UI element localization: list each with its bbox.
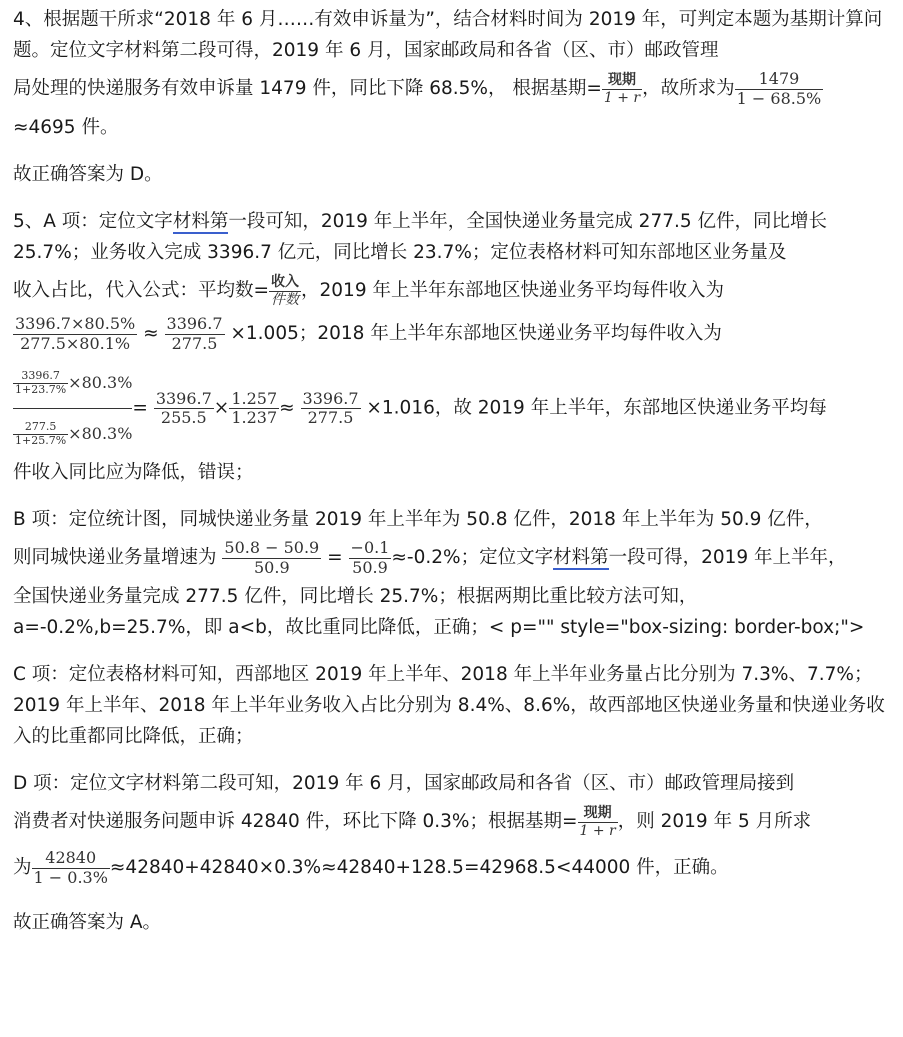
q4-intro-text: 4、根据题干所求“2018 年 6 月……有效申诉量为”，结合材料时间为 2019 年，可判定本题为基期计算问题。定位文字材料第二段可得，2019 年 6 月，国家邮政局和各省（区、市）邮政管理 [13,9,883,61]
q5-a-text: 收入占比，代入公式：平均数= [13,280,270,301]
growth-rate-result: $\frac{-0.1}{50.9}$ [350,538,390,577]
q4-text: ，故所求为 [642,78,735,99]
fraction-step: $\frac{3396.7}{277.5}$ [302,388,359,427]
q4-paragraph [13,4,889,66]
q5-d-text: ≈42840+42840×0.3%≈42840+128.5=42968.5<44000 件，正确。 [109,857,729,878]
q5-b-formula-line [13,535,889,581]
q4-answer-fraction: $\frac{1479}{1 - 68.5\%}$ [736,69,822,108]
base-formula-fraction: $\frac{\text{现期}}{1 + r}$ [579,805,616,839]
q5-b-text: 全国快递业务量完成 277.5 亿件，同比增长 25.7%；根据两期比重比较方法可知， [13,586,698,607]
q5-option-b: B 项：定位统计图，同城快递业务量 2019 年上半年为 50.8 亿件，2018 年上半年为 50.9 亿件， [13,509,823,530]
q5-a-formula-line [13,268,889,314]
fraction-2019-east: $\frac{3396.7\times 80.5\%}{277.5\times 80.1\%}$ [15,314,136,353]
q5-answer: 故正确答案为 A。 [13,912,162,933]
nested-fraction-2018: $\frac{3396.7}{1+23.7\%}$ ×80.3% $\frac{277.5}{1+25.7\%}$ ×80.3% [13,360,132,457]
q5-a-text: ，2019 年上半年东部地区快递业务平均每件收入为 [301,280,724,301]
q5-option-a [13,206,889,268]
q5-option-d: D 项：定位文字材料第二段可知，2019 年 6 月，国家邮政局和各省（区、市）邮政管理局接到 [13,773,795,794]
q5-a-text: ×1.016，故 2019 年上半年，东部地区快递业务平均每 [366,397,827,419]
q5-a-text: 5、A 项：定位文字 [13,211,173,232]
q5-b-text: 一段可得，2019 年上半年， [608,547,847,568]
q5-a-calc-2018 [13,360,889,457]
q4-result: ≈4695 件。 [13,117,119,138]
q5-d-text: 消费者对快递服务问题申诉 42840 件，环比下降 0.3%；根据基期= [13,811,578,832]
q5-b-text: ≈-0.2%；定位文字 [391,547,554,568]
q5-a-calc-2019 [13,314,889,354]
fraction-growth: $\frac{1.257}{1.237}$ [231,388,278,427]
equals-sign: = [327,547,343,568]
material-link[interactable]: 材料第 [553,547,609,568]
q5-a-conclusion: 件收入同比应为降低，错误； [13,462,254,483]
q5-d-text: 为 [13,857,32,878]
q4-answer: 故正确答案为 D。 [13,164,163,185]
fraction-simplified: $\frac{3396.7}{277.5}$ [166,314,223,353]
equals-sign: = [132,397,148,419]
q5-d-formula-line [13,799,889,845]
approx-sign: ≈ [279,397,295,419]
may-base-fraction: $\frac{42840}{1 - 0.3\%}$ [33,848,108,887]
q5-option-c: C 项：定位表格材料可知，西部地区 2019 年上半年、2018 年上半年业务量占比分别为 7.3%、7.7%；2019 年上半年、2018 年上半年业务收入占比分别为 8.4%、8.6%，故西部地区快递业务量和快递业务收入的比重都同比降低，正确； [13,664,885,747]
times-sign: × [213,397,230,419]
average-formula-fraction: $\frac{\text{收入}}{\text{件数}}$ [271,274,300,308]
q5-b-conclusion: a=-0.2%,b=25.7%，即 a<b，故比重同比降低，正确；< p="" style="box-sizing: border-box;"> [13,617,865,638]
q5-d-text: ，则 2019 年 5 月所求 [617,811,812,832]
fraction-step: $\frac{3396.7}{255.5}$ [155,388,212,427]
growth-rate-fraction: $\frac{50.8 - 50.9}{50.9}$ [224,538,320,577]
q4-formula-line [13,66,889,112]
q5-d-calc [13,845,889,891]
approx-sign: ≈ [143,323,159,344]
base-formula-fraction: $\frac{\text{现期}}{1 + r}$ [603,72,641,106]
q5-a-text: ×1.005；2018 年上半年东部地区快递业务平均每件收入为 [230,323,722,344]
q4-text: 局处理的快递服务有效申诉量 1479 件，同比下降 68.5%， 根据基期= [13,78,602,99]
q5-b-text: 则同城快递业务量增速为 [13,547,217,568]
material-link[interactable]: 材料第 [172,211,229,232]
q5-a-text: 一段可知，2019 年上半年，全国快递业务量完成 277.5 亿件，同比增长 25.7%；业务收入完成 3396.7 亿元，同比增长 23.7%；定位表格材料可知东部地区业务量及 [13,211,828,263]
